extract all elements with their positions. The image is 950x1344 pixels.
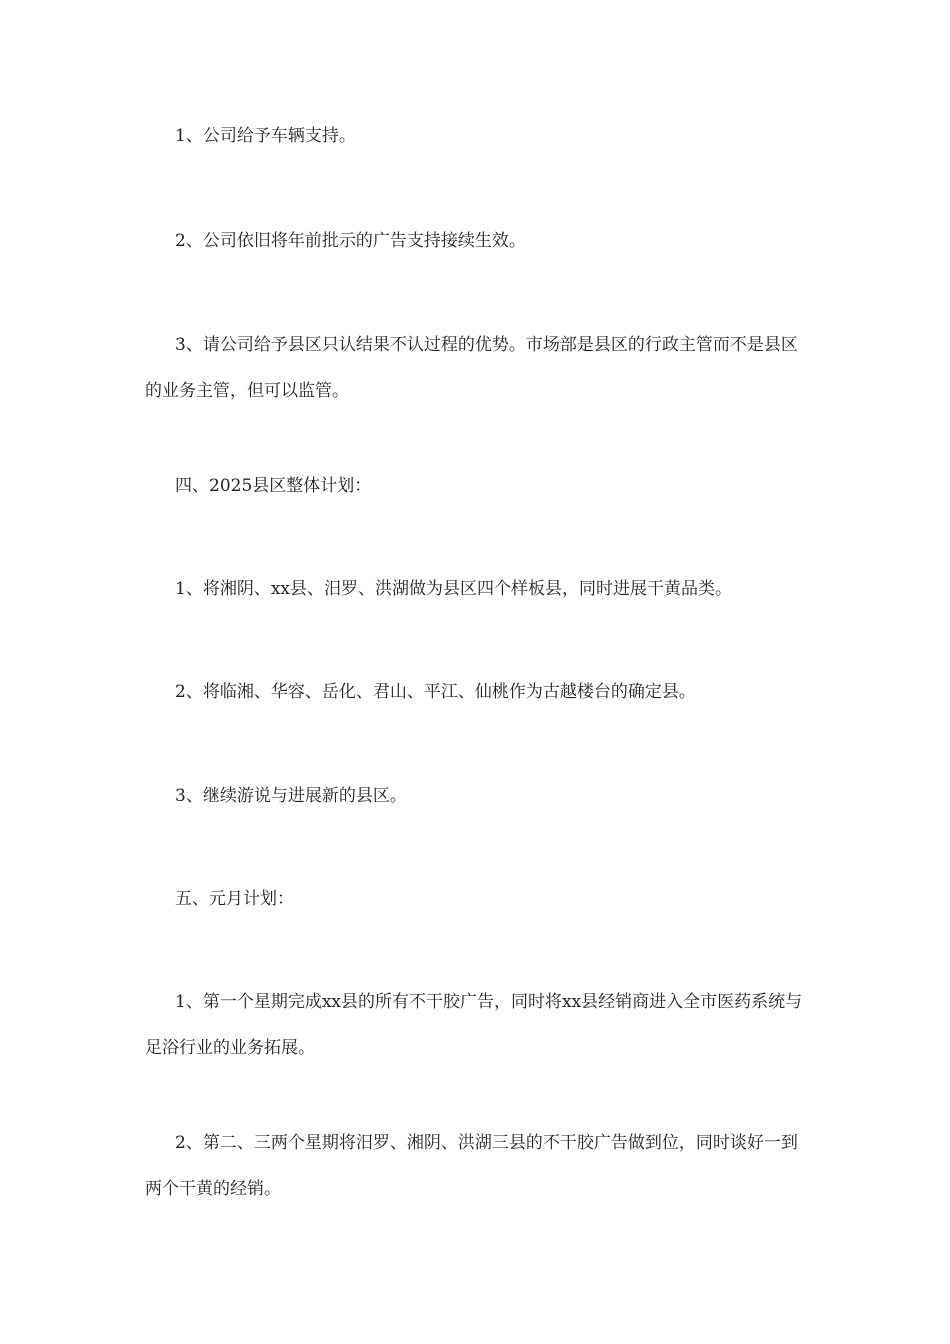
- paragraph-january-2: 2、第二、三两个星期将汨罗、湘阴、洪湖三县的不干胶广告做到位，同时谈好一到两个干黄的经销。: [145, 1133, 798, 1199]
- section-heading-four: 四、2025县区整体计划：: [175, 476, 372, 496]
- paragraph-item-1-vehicle-support: 1、公司给予车辆支持。: [175, 126, 356, 146]
- section-heading-five: 五、元月计划：: [175, 889, 294, 909]
- paragraph-plan-1: 1、将湘阴、xx县、汨罗、洪湖做为县区四个样板县，同时进展干黄品类。: [175, 579, 732, 599]
- paragraph-item-3-county-advantage: 3、请公司给予县区只认结果不认过程的优势。市场部是县区的行政主管而不是县区的业务主管，但可以监管。: [145, 335, 798, 401]
- paragraph-plan-2: 2、将临湘、华容、岳化、君山、平江、仙桃作为古越楼台的确定县。: [175, 682, 696, 702]
- paragraph-plan-3: 3、继续游说与进展新的县区。: [175, 786, 407, 806]
- paragraph-item-2-ad-support: 2、公司依旧将年前批示的广告支持接续生效。: [175, 231, 526, 251]
- paragraph-january-1: 1、第一个星期完成xx县的所有不干胶广告，同时将xx县经销商进入全市医药系统与足浴行业的业务拓展。: [145, 992, 803, 1058]
